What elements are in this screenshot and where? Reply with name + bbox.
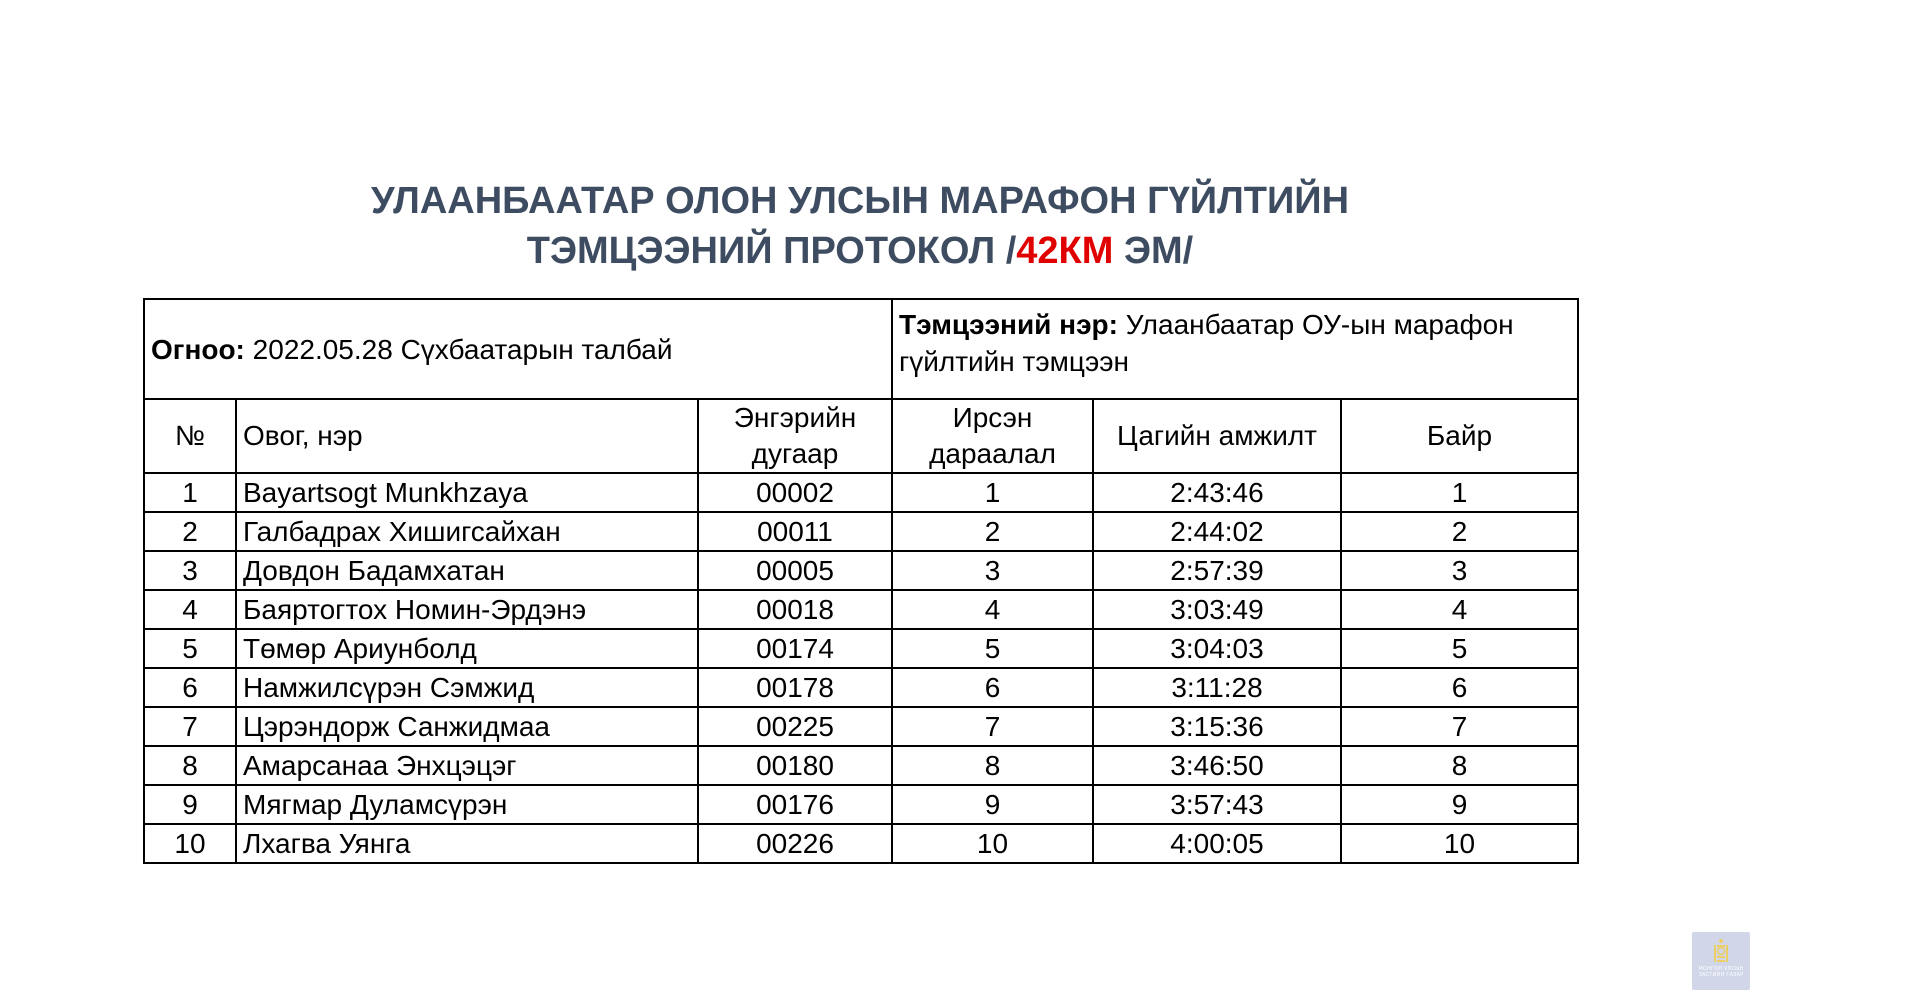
cell-place: 6 <box>1341 668 1578 707</box>
cell-name: Төмөр Ариунболд <box>236 629 698 668</box>
cell-name: Bayartsogt Munkhzaya <box>236 473 698 512</box>
title-line2-prefix: ТЭМЦЭЭНИЙ ПРОТОКОЛ / <box>526 230 1017 272</box>
cell-order: 8 <box>892 746 1093 785</box>
cell-name: Мягмар Дуламсүрэн <box>236 785 698 824</box>
cell-place: 8 <box>1341 746 1578 785</box>
table-row <box>144 785 1578 824</box>
cell-bib: 00226 <box>698 824 892 863</box>
cell-time: 3:11:28 <box>1093 668 1341 707</box>
cell-no: 8 <box>144 746 236 785</box>
cell-place: 9 <box>1341 785 1578 824</box>
table-row <box>144 707 1578 746</box>
event-value: Улаанбаатар ОУ-ын марафон гүйлтийн тэмцээн <box>899 309 1514 377</box>
cell-time: 3:15:36 <box>1093 707 1341 746</box>
title-distance-accent: 42КМ <box>1016 230 1114 272</box>
cell-bib: 00225 <box>698 707 892 746</box>
cell-bib: 00176 <box>698 785 892 824</box>
cell-bib: 00002 <box>698 473 892 512</box>
cell-bib: 00178 <box>698 668 892 707</box>
col-header-order: Ирсэн дараалал <box>892 399 1093 473</box>
cell-order: 2 <box>892 512 1093 551</box>
cell-no: 4 <box>144 590 236 629</box>
cell-place: 5 <box>1341 629 1578 668</box>
cell-name: Довдон Бадамхатан <box>236 551 698 590</box>
table-row <box>144 746 1578 785</box>
cell-no: 7 <box>144 707 236 746</box>
cell-place: 7 <box>1341 707 1578 746</box>
cell-time: 3:46:50 <box>1093 746 1341 785</box>
col-header-no: № <box>144 399 236 473</box>
info-row <box>144 299 1578 399</box>
cell-time: 4:00:05 <box>1093 824 1341 863</box>
cell-place: 4 <box>1341 590 1578 629</box>
cell-place: 1 <box>1341 473 1578 512</box>
cell-name: Баяртогтох Номин-Эрдэнэ <box>236 590 698 629</box>
col-header-bib: Энгэрийн дугаар <box>698 399 892 473</box>
event-label: Тэмцээний нэр: <box>899 309 1118 340</box>
cell-time: 2:43:46 <box>1093 473 1341 512</box>
cell-order: 6 <box>892 668 1093 707</box>
cell-no: 10 <box>144 824 236 863</box>
protocol-title-line1: УЛААНБААТАР ОЛОН УЛСЫН МАРАФОН ГҮЙЛТИЙН <box>370 180 1350 222</box>
cell-order: 3 <box>892 551 1093 590</box>
cell-no: 6 <box>144 668 236 707</box>
cell-bib: 00174 <box>698 629 892 668</box>
title-line2-suffix: ЭМ/ <box>1113 230 1194 272</box>
cell-no: 9 <box>144 785 236 824</box>
col-header-time: Цагийн амжилт <box>1093 399 1341 473</box>
date-label: Огноо: <box>151 333 245 365</box>
cell-name: Цэрэндорж Санжидмаа <box>236 707 698 746</box>
cell-bib: 00180 <box>698 746 892 785</box>
table-row <box>144 824 1578 863</box>
cell-name: Намжилсүрэн Сэмжид <box>236 668 698 707</box>
cell-time: 2:57:39 <box>1093 551 1341 590</box>
cell-time: 3:03:49 <box>1093 590 1341 629</box>
col-header-place: Байр <box>1341 399 1578 473</box>
cell-place: 10 <box>1341 824 1578 863</box>
cell-order: 9 <box>892 785 1093 824</box>
cell-bib: 00018 <box>698 590 892 629</box>
event-cell <box>892 299 1578 399</box>
date-value: 2022.05.28 Сүхбаатарын талбай <box>244 333 673 365</box>
government-logo <box>1692 932 1750 990</box>
cell-order: 7 <box>892 707 1093 746</box>
cell-no: 1 <box>144 473 236 512</box>
table-row <box>144 629 1578 668</box>
cell-place: 2 <box>1341 512 1578 551</box>
col-header-name: Овог, нэр <box>236 399 698 473</box>
cell-order: 4 <box>892 590 1093 629</box>
cell-name: Галбадрах Хишигсайхан <box>236 512 698 551</box>
cell-bib: 00005 <box>698 551 892 590</box>
table-row <box>144 590 1578 629</box>
cell-no: 3 <box>144 551 236 590</box>
cell-name: Лхагва Уянга <box>236 824 698 863</box>
results-table <box>143 298 1579 864</box>
cell-time: 3:04:03 <box>1093 629 1341 668</box>
table-row <box>144 473 1578 512</box>
cell-order: 10 <box>892 824 1093 863</box>
table-row <box>144 512 1578 551</box>
table-row <box>144 668 1578 707</box>
cell-order: 1 <box>892 473 1093 512</box>
soyombo-emblem-icon <box>1711 938 1731 964</box>
cell-order: 5 <box>892 629 1093 668</box>
cell-bib: 00011 <box>698 512 892 551</box>
cell-time: 3:57:43 <box>1093 785 1341 824</box>
date-cell <box>144 299 892 399</box>
cell-no: 2 <box>144 512 236 551</box>
cell-name: Амарсанаа Энхцэцэг <box>236 746 698 785</box>
table-row <box>144 551 1578 590</box>
logo-text-line1: МОНГОЛ УЛСЫН <box>1698 966 1744 972</box>
cell-no: 5 <box>144 629 236 668</box>
header-row <box>144 399 1578 473</box>
logo-text-line2: ЗАСГИЙН ГАЗАР <box>1698 972 1744 978</box>
protocol-title-line2 <box>0 232 1720 270</box>
cell-place: 3 <box>1341 551 1578 590</box>
cell-time: 2:44:02 <box>1093 512 1341 551</box>
